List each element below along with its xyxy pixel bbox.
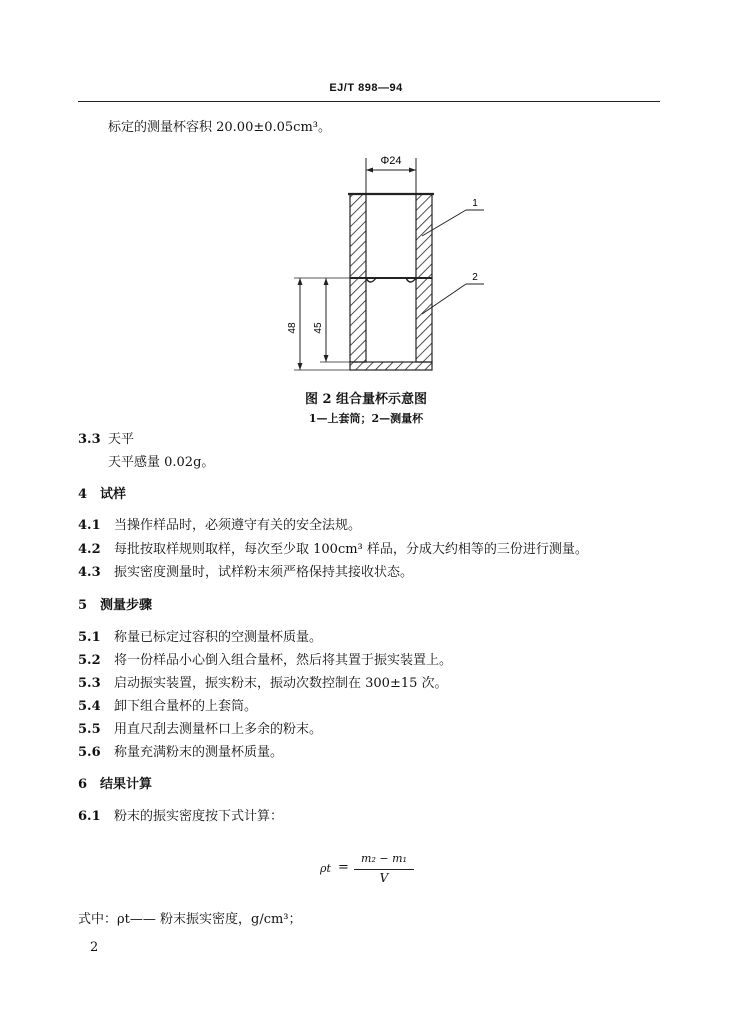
formula-definition: 式中：ρt—— 粉末振实密度，g/cm³； (78, 912, 302, 927)
dim-inner-label: 45 (313, 322, 324, 334)
section-number: 6.1 (78, 809, 101, 824)
section-number: 5.4 (78, 699, 101, 714)
section-text: 称量充满粉末的测量杯质量。 (114, 745, 284, 760)
sleeve-wall-left (350, 194, 366, 278)
section-number: 4.3 (78, 565, 101, 580)
section-heading: 测量步骤 (100, 598, 153, 613)
section-text: 称量已标定过容积的空测量杯质量。 (114, 630, 323, 645)
figure-caption: 图 2 组合量杯示意图 (304, 392, 428, 407)
section-text: 天平感量 0.02g。 (108, 455, 215, 470)
callout-2-label: 2 (472, 272, 478, 283)
cup-wall-right (416, 278, 432, 362)
figure-legend: 1—上套筒；2—测量杯 (308, 412, 424, 425)
section-number: 3.3 (78, 432, 101, 447)
fraction-bar (354, 869, 414, 870)
intro-text: 标定的测量杯容积 20.00±0.05cm³。 (108, 120, 332, 135)
section-text: 振实密度测量时，试样粉末须严格保持其接收状态。 (114, 565, 414, 580)
section-text: 将一份样品小心倒入组合量杯，然后将其置于振实装置上。 (114, 653, 453, 668)
section-heading: 结果计算 (100, 777, 153, 792)
section-number: 5.2 (78, 653, 101, 668)
page-number: 2 (90, 940, 99, 955)
section-text: 启动振实装置，振实粉末，振动次数控制在 300±15 次。 (114, 676, 448, 691)
section-number: 5.6 (78, 745, 101, 760)
formula (318, 852, 438, 892)
section-text: 粉末的振实密度按下式计算： (114, 809, 284, 824)
section-heading: 试样 (100, 487, 127, 502)
formula-denominator: V (379, 871, 389, 885)
section-text: 当操作样品时，必须遵守有关的安全法规。 (114, 518, 362, 533)
section-number: 4.1 (78, 518, 101, 533)
section-number: 4.2 (78, 542, 101, 557)
section-text: 卸下组合量杯的上套筒。 (114, 699, 258, 714)
section-number: 6 (78, 777, 88, 792)
header-rule (78, 101, 660, 102)
dim-outer-label: 48 (287, 322, 298, 334)
sleeve-wall-right (416, 194, 432, 278)
cup-bottom (350, 362, 432, 370)
formula-equals: = (338, 860, 349, 875)
cup-wall-left (350, 278, 366, 362)
section-number: 5.5 (78, 722, 101, 737)
section-number: 5 (78, 598, 88, 613)
section-number: 4 (78, 487, 88, 502)
callout-1-label: 1 (472, 198, 478, 209)
formula-numerator: m₂ − m₁ (361, 852, 407, 865)
dim-diameter-label: Φ24 (380, 155, 402, 167)
document-header: EJ/T 898—94 (329, 82, 403, 94)
section-text: 天平 (108, 432, 135, 447)
section-text: 每批按取样规则取样，每次至少取 100cm³ 样品，分成大约相等的三份进行测量。 (114, 542, 588, 557)
formula-lhs: ρt (320, 862, 331, 875)
section-number: 5.1 (78, 630, 101, 645)
section-text: 用直尺刮去测量杯口上多余的粉末。 (114, 722, 323, 737)
section-number: 5.3 (78, 676, 101, 691)
cup-diagram (270, 148, 500, 380)
